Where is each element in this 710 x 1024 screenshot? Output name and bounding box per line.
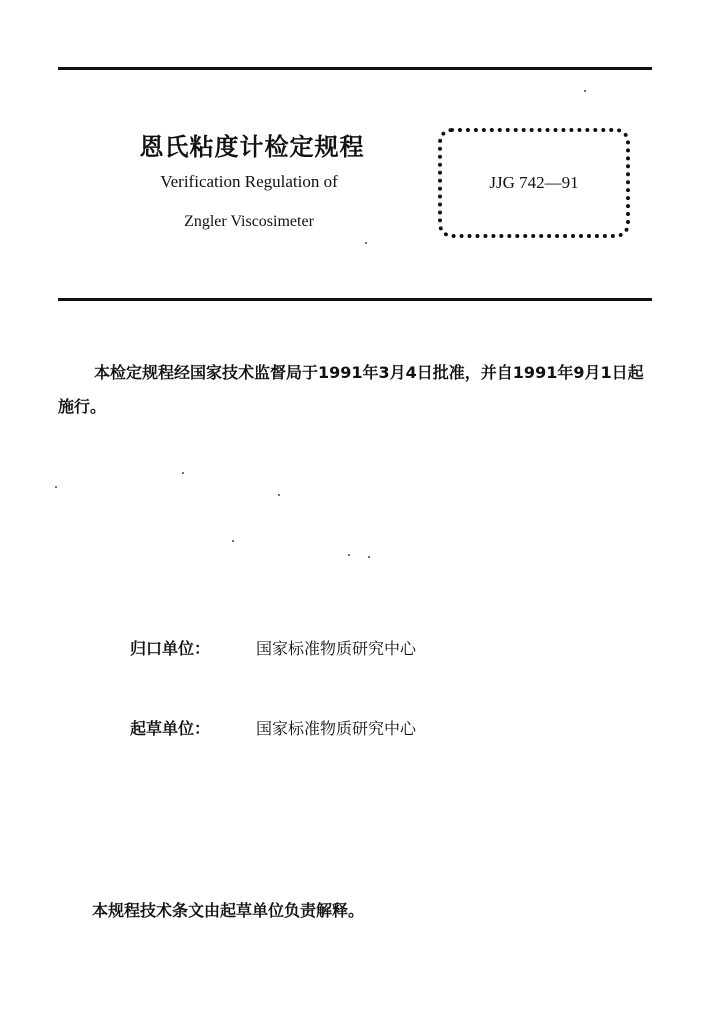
- regulation-code: JJG 742—91: [489, 173, 579, 192]
- regulation-code-box: [438, 128, 630, 238]
- approval-statement: 本检定规程经国家技术监督局于1991年3月4日批准，并自1991年9月1日起施行。: [58, 363, 644, 416]
- scan-speck: [348, 554, 350, 556]
- responsible-unit-label: 归口单位：: [130, 639, 211, 658]
- scan-speck: [278, 494, 280, 496]
- scan-speck: [55, 486, 57, 488]
- responsible-unit-row: [130, 636, 416, 659]
- drafting-unit-label: 起草单位：: [130, 719, 211, 738]
- responsible-unit-value: 国家标准物质研究中心: [256, 639, 417, 658]
- scan-speck: [182, 472, 184, 474]
- document-title-english-line-1: Verification Regulation of: [160, 172, 338, 191]
- top-rule: [58, 67, 652, 70]
- drafting-unit-value: 国家标准物质研究中心: [256, 719, 417, 738]
- interpretation-note: 本规程技术条文由起草单位负责解释。: [92, 901, 365, 920]
- bottom-rule: [58, 298, 652, 301]
- scan-speck: [368, 556, 370, 558]
- scan-speck: [365, 242, 367, 244]
- scan-speck: [584, 90, 586, 92]
- scan-speck: [232, 540, 234, 542]
- document-title-chinese: 恩氏粘度计检定规程: [139, 133, 365, 161]
- document-title-english-line-2: Zngler Viscosimeter: [184, 213, 314, 230]
- drafting-unit-row: [130, 716, 416, 739]
